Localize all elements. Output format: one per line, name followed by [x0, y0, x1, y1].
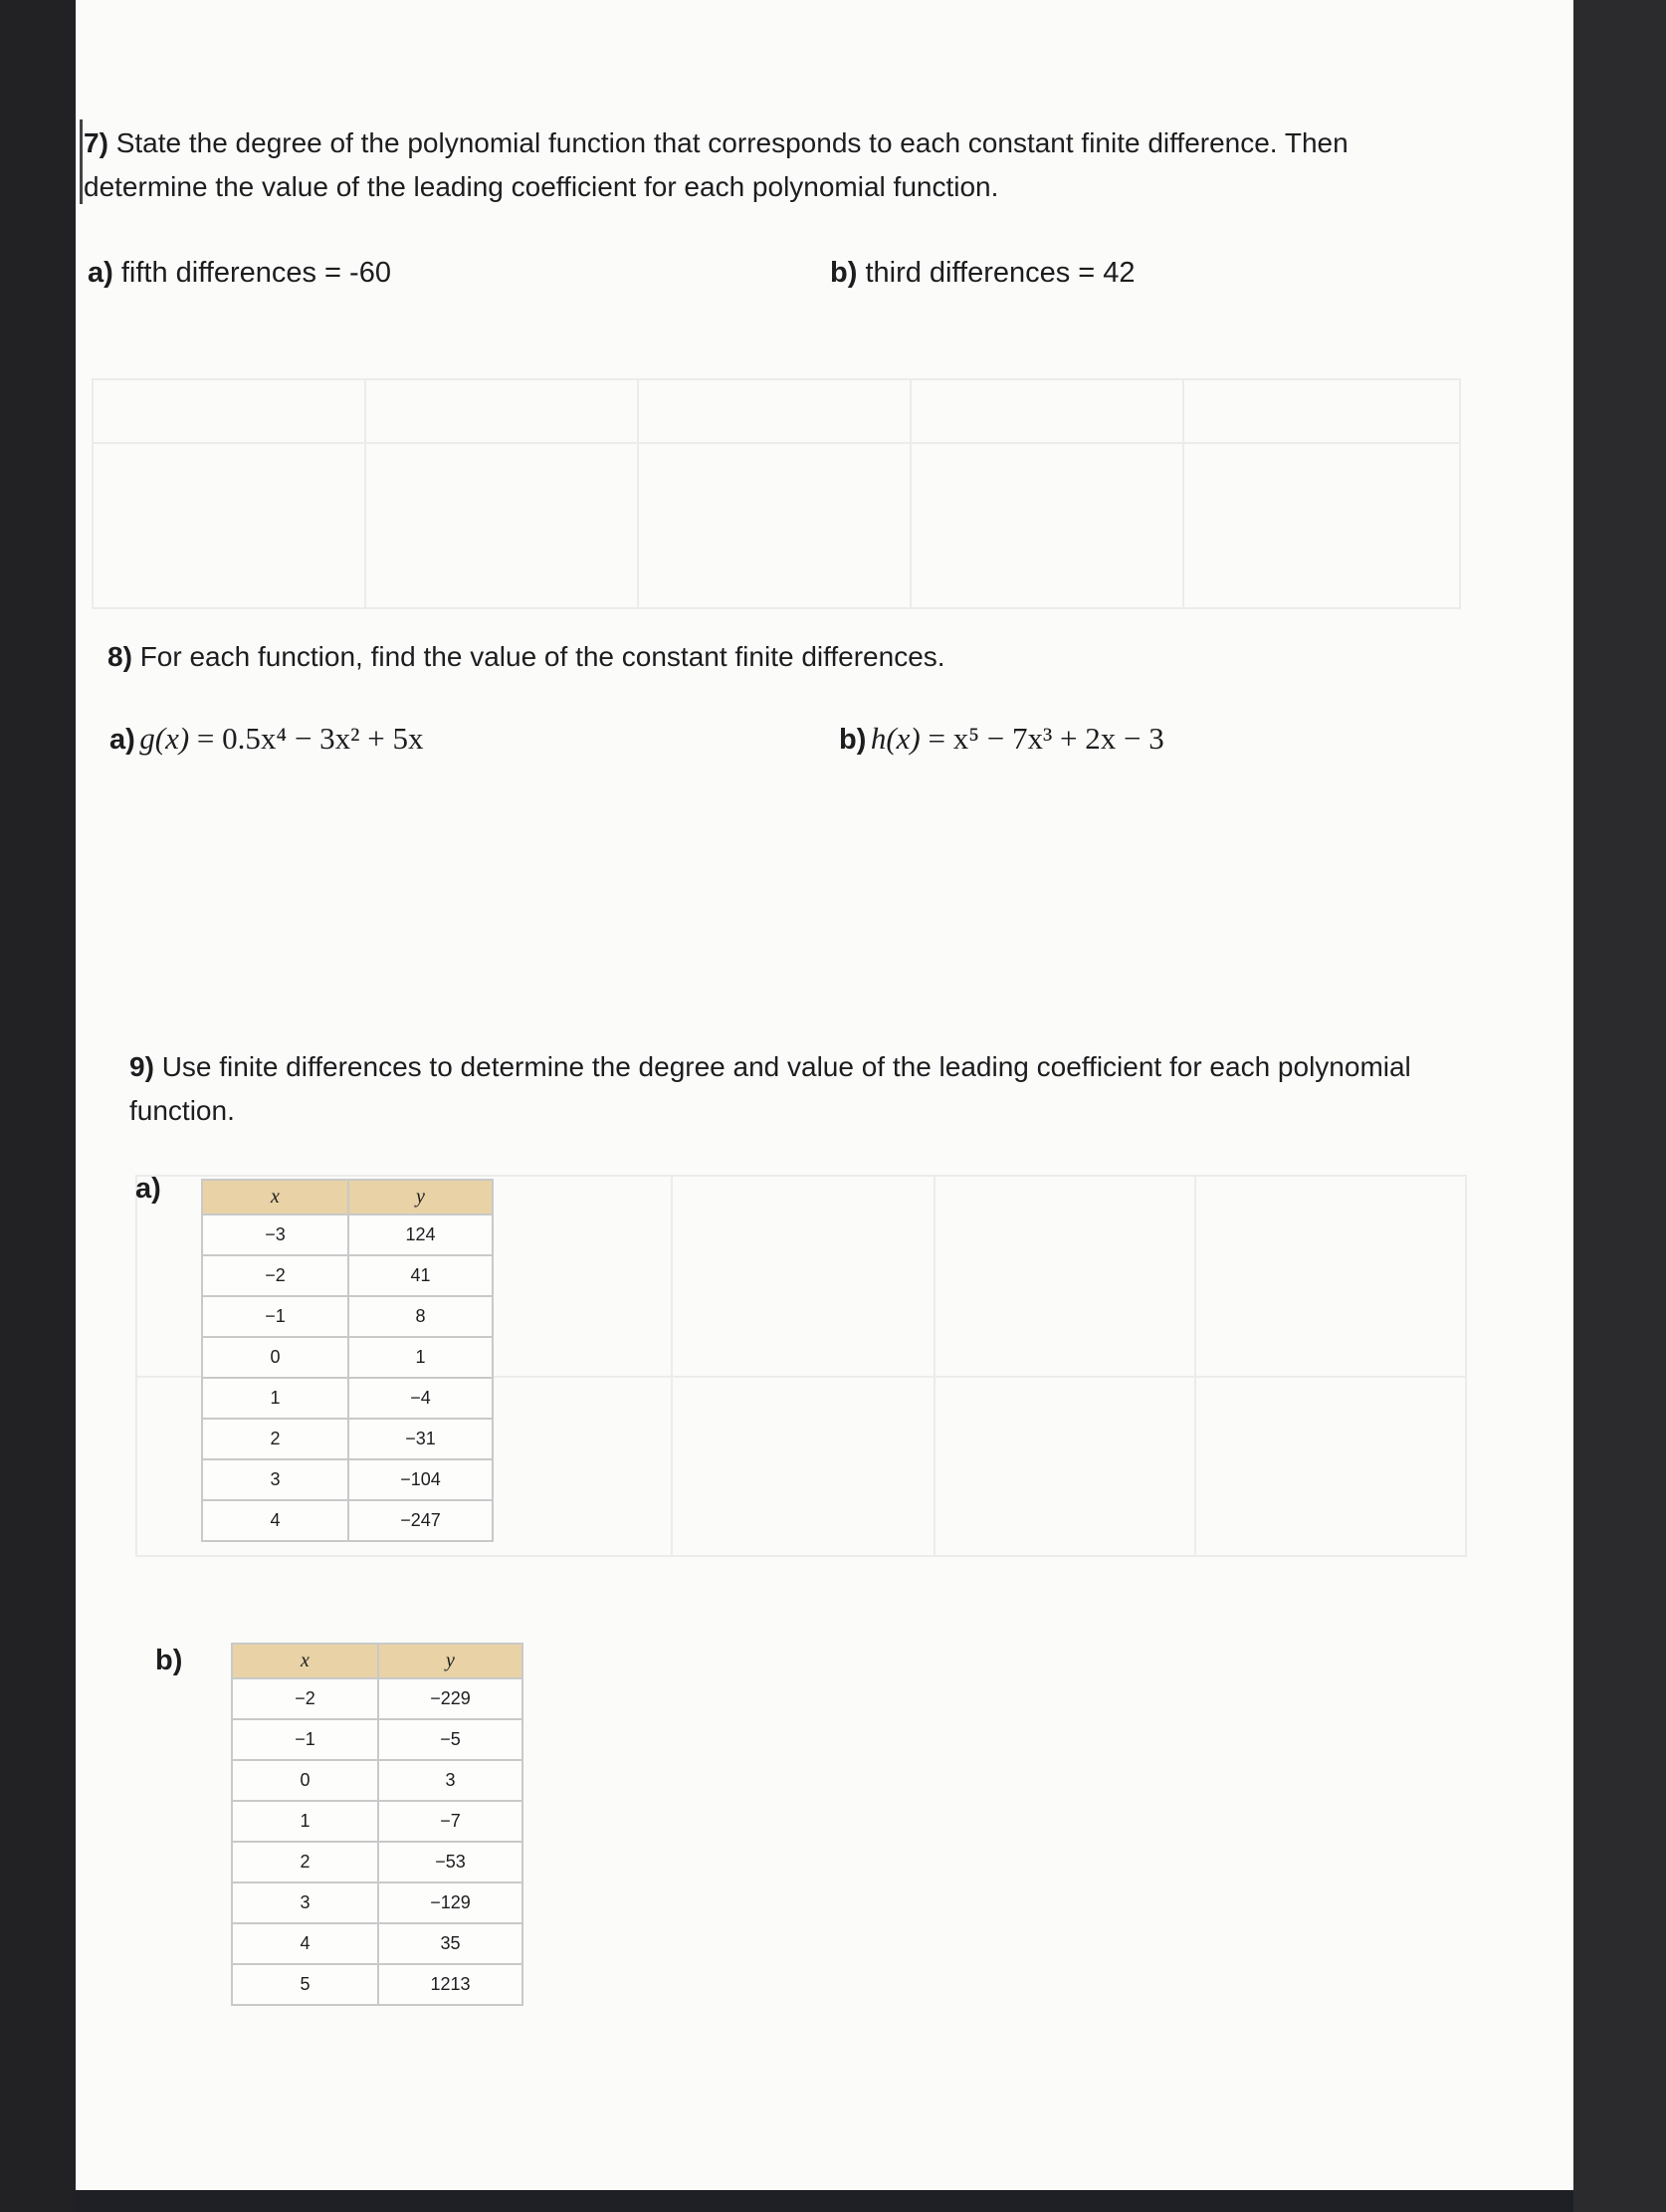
bleed-through-table-1 [92, 378, 1461, 609]
y-cell: 1213 [378, 1964, 522, 2005]
question-number: 7) [84, 127, 108, 158]
x-cell: 4 [202, 1500, 348, 1541]
margin-rule [80, 119, 83, 204]
q8-part-a [109, 721, 423, 757]
function-expression: h(x) = x⁵ − 7x³ + 2x − 3 [870, 721, 1164, 756]
table-b-label: b) [155, 1645, 183, 1676]
table-a-label: a) [135, 1173, 161, 1205]
table-b [231, 1643, 523, 2006]
part-label: a) [109, 724, 135, 756]
x-cell: 5 [232, 1964, 378, 2005]
part-text: third differences = 42 [865, 257, 1136, 289]
table-row [232, 1882, 522, 1923]
y-cell: 35 [378, 1923, 522, 1964]
y-cell: −247 [348, 1500, 493, 1541]
y-cell: −4 [348, 1378, 493, 1419]
q7-part-a [88, 257, 391, 290]
column-header-x: x [232, 1644, 378, 1678]
y-cell: −31 [348, 1419, 493, 1459]
y-cell: −7 [378, 1801, 522, 1842]
scan-left-margin [0, 0, 76, 2212]
x-cell: 0 [232, 1760, 378, 1801]
y-cell: 124 [348, 1215, 493, 1255]
table-row [232, 1923, 522, 1964]
x-cell: 1 [202, 1378, 348, 1419]
question-text: State the degree of the polynomial function that corresponds to each constant finite difference. Then determine the value of the leading coefficient for each polynomial function. [84, 127, 1349, 202]
part-label: b) [830, 257, 858, 289]
part-label: a) [88, 257, 113, 289]
table-row [202, 1378, 493, 1419]
part-label: b) [839, 724, 867, 756]
q7-part-b [830, 257, 1136, 290]
question-8 [107, 635, 1401, 679]
question-number: 9) [129, 1051, 154, 1082]
table-a [201, 1179, 494, 1542]
x-cell: 3 [202, 1459, 348, 1500]
x-cell: 3 [232, 1882, 378, 1923]
table-row [232, 1719, 522, 1760]
y-cell: 41 [348, 1255, 493, 1296]
table-row [232, 1801, 522, 1842]
y-cell: −104 [348, 1459, 493, 1500]
question-number: 8) [107, 641, 132, 672]
x-cell: −1 [232, 1719, 378, 1760]
y-cell: −229 [378, 1678, 522, 1719]
x-cell: −1 [202, 1296, 348, 1337]
table-row [202, 1337, 493, 1378]
table-row [232, 1678, 522, 1719]
y-cell: 1 [348, 1337, 493, 1378]
table-row [202, 1255, 493, 1296]
y-cell: 8 [348, 1296, 493, 1337]
question-9 [129, 1045, 1443, 1133]
table-row [232, 1760, 522, 1801]
x-cell: −2 [202, 1255, 348, 1296]
x-cell: 4 [232, 1923, 378, 1964]
table-row [202, 1296, 493, 1337]
table-row [232, 1964, 522, 2005]
x-cell: −2 [232, 1678, 378, 1719]
table-row [202, 1215, 493, 1255]
y-cell: −5 [378, 1719, 522, 1760]
x-cell: 2 [232, 1842, 378, 1882]
table-row [202, 1459, 493, 1500]
table-row [202, 1500, 493, 1541]
function-expression: g(x) = 0.5x⁴ − 3x² + 5x [139, 721, 424, 756]
question-7 [84, 121, 1417, 209]
question-text: For each function, find the value of the constant finite differences. [139, 641, 945, 672]
x-cell: 1 [232, 1801, 378, 1842]
table-row [202, 1419, 493, 1459]
table-row [232, 1842, 522, 1882]
question-text: Use finite differences to determine the degree and value of the leading coefficient for each polynomial function. [129, 1051, 1411, 1126]
y-cell: 3 [378, 1760, 522, 1801]
column-header-x: x [202, 1180, 348, 1215]
part-text: fifth differences = -60 [120, 257, 391, 289]
y-cell: −129 [378, 1882, 522, 1923]
x-cell: 0 [202, 1337, 348, 1378]
x-cell: 2 [202, 1419, 348, 1459]
q8-part-b [839, 721, 1164, 757]
column-header-y: y [378, 1644, 522, 1678]
column-header-y: y [348, 1180, 493, 1215]
x-cell: −3 [202, 1215, 348, 1255]
y-cell: −53 [378, 1842, 522, 1882]
scan-bottom-edge [76, 2190, 1573, 2212]
